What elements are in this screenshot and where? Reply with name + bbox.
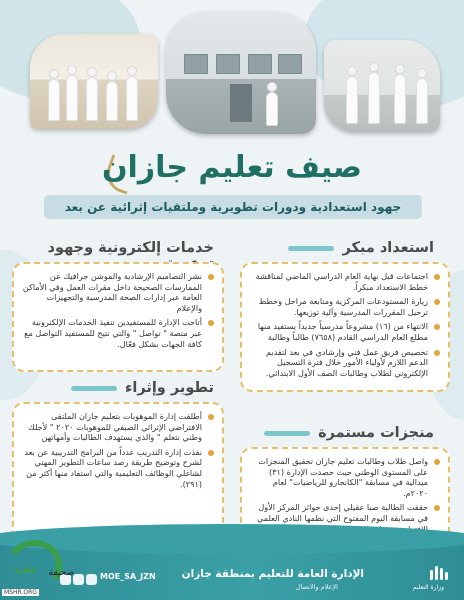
social-handle[interactable]: MOE_SA_JZN [100, 572, 156, 581]
list-item: الانتهاء من (١٦) مشروعاً مدرسياً جديداً يستفيد منها مطلع العام الدراسي القادم (٧٦٥٨) طالباً وطالبة [248, 321, 440, 342]
list-item: أتاحت الإدارة للمستفيدين تنفيذ الخدمات الإلكترونية عبر منصة " تواصل " والتي تتيح للمستفيد التواصل مع كافة الجهات بشكل فعّال. [20, 317, 214, 349]
section-heading-continuous: منجزات مستمرة [264, 425, 434, 441]
page-subtitle: جهود استعدادية ودورات تطويرية وملتقيات إثرائية عن بعد [44, 195, 422, 219]
list-item: أطلقت إدارة الموهوبات بتعليم جازان الملتقى الافتراضي الإثرائي الصيفي للموهوبات ٢٠٢٠ " لأجلك وطني نتعلم " والذي يستهدف الطالبات وأمهاتهن [20, 411, 214, 443]
photo-collage [30, 12, 438, 134]
list-item: تخصيص فريق عمل فني وإرشادي في بعد لتقديم الدعم اللازم لأولياء الأمور خلال فترة التسجيل الإلكتروني لطلاب وطالبات الصف الأول الابتدائي. [248, 347, 440, 379]
card-ready [240, 262, 450, 392]
photo-officials-indoor [30, 34, 158, 129]
youtube-icon[interactable] [86, 574, 97, 585]
list-item: اجتماعات قبل نهاية العام الدراسي الماضي لمناقشة خطط الاستعداد مبكراً. [248, 271, 440, 292]
watermark-word: صحيفة [48, 568, 74, 578]
administration-subtitle: الإعلام والاتصال [295, 583, 338, 591]
ministry-logo-icon [426, 566, 448, 580]
section-heading-eservices: خدمات إلكترونية وجهود [0, 240, 214, 272]
list-item: زيارة المستودعات المركزية ومتابعة مراحل وخطط ترحيل المقررات المدرسية وآلية توزيعها. [248, 296, 440, 317]
list-item: واصل طلاب وطالبات تعليم جازان تحقيق المنجزات على المستوى الوطني حيث حصدت الإدارة (٣١) ميدالية في مسابقة "الكانجارو للرياضيات" لعام ٢٠٢٠م. [248, 456, 440, 498]
section-heading-ready: استعداد مبكر [288, 240, 434, 256]
watermark-logo [2, 536, 74, 596]
list-item: نفذت إدارة التدريب عدداً من البرامج التدريبية عن بعد لشرح وتوضيح طريقة رصد ساعات التطوير المهني لشاغلي الوظائف التعليمية والتي استفاد منها أكثر من (٢٩١). [20, 447, 214, 489]
photo-school-building [166, 12, 316, 134]
instagram-icon[interactable] [73, 574, 84, 585]
administration-name: الإدارة العامة للتعليم بمنطقة جازان [181, 568, 364, 580]
card-eservices [12, 262, 224, 372]
ministry-logo [388, 566, 448, 594]
watermark-url: MSHR.ORG [4, 589, 37, 596]
list-item: نشر التصاميم الإرشادية والموشن جرافيك عن الممارسات الصحيحة داخل مقرات العمل وفي الأماكن العامة عبر إدارات الصحة المدرسية والتجهيزات والإعلام [20, 271, 214, 313]
ministry-name: وزارة التعليم [412, 584, 444, 591]
list-item: حققت الطالبة صبا عقيلي إحدى جوائز المركز الأول في مسابقة اليوم المفتوح التي نظمها النادي العلمي [248, 502, 440, 534]
watermark-dots-icon: ٮٮ [14, 558, 37, 577]
page-title: صيف تعليم جازان [101, 150, 363, 185]
section-heading-development: تطوير وإثراء [71, 380, 214, 396]
photo-visit-corridor [324, 40, 440, 132]
